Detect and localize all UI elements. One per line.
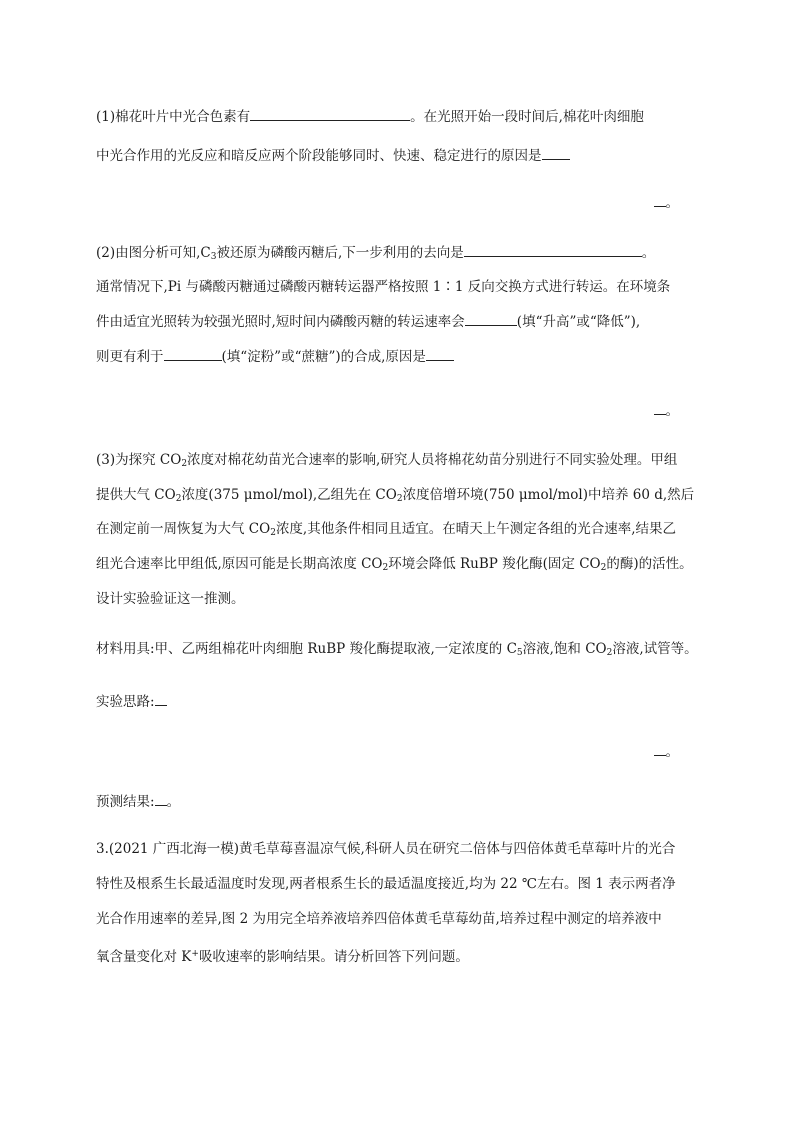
q1-blank-reason-end[interactable] [654,192,666,207]
q4-text-e: 吸收速率的影响结果。请分析回答下列问题。 [198,949,469,965]
q3-materials-a: 材料用具:甲、乙两组棉花叶肉细胞 RuBP 羧化酶提取液,一定浓度的 C [96,641,517,657]
q2-text-c: 通常情况下,Pi 与磷酸丙糖通过磷酸丙糖转运器严格按照 1∶1 反向交换方式进行转运。在环境条 [96,279,671,295]
q1-line-1 [96,106,644,127]
q2-period-2: 。 [665,403,679,419]
q3-sub: 2 [600,563,607,573]
q3-text-j: 的酶)的活性。 [606,556,693,572]
q4-text-c: 光合作用速率的差异,图 2 为用完全培养液培养四倍体黄毛草莓幼苗,培养过程中测定的培养液中 [96,911,662,927]
q2-text-f: 则更有利于 [96,349,164,365]
q3-sub: 5 [516,648,523,658]
q1-line-2 [96,145,570,166]
q3-line-1 [96,450,677,474]
q3-line-2 [96,485,694,509]
q3-materials-c: 溶液,试管等。 [612,641,698,657]
q3-sub: 2 [181,459,188,469]
q3-text-f: 在测定前一周恢复为大气 CO [96,521,271,537]
q2-text-e: (填“升高”或“降低”), [516,314,641,330]
q2-line-1 [96,242,655,267]
q1-blank-pigments[interactable] [250,106,410,121]
q2-line-2 [96,277,670,297]
q4-sup-plus: + [191,949,199,959]
q2-blank-destination[interactable] [464,242,642,257]
q3-sub: 2 [382,563,389,573]
q1-period: 。 [665,195,679,211]
q3-blank-idea[interactable] [155,691,167,706]
q2-blank-product[interactable] [164,346,222,361]
q2-text-g: (填“淀粉”或“蔗糖”)的合成,原因是 [221,349,426,365]
q1-blank-reason[interactable] [542,145,570,160]
q3-text-d: 浓度(375 μmol/mol),乙组先在 CO [181,487,397,503]
q3-idea-end-line [654,741,680,762]
q3-sub: 2 [396,494,403,504]
q3-line-3 [96,519,676,543]
q3-predict-label: 预测结果: [96,794,155,810]
q3-text-i: 环境会降低 RuBP 羧化酶(固定 CO [388,556,601,572]
q4-text-d: 氧含量变化对 K [96,949,192,965]
q3-text-e: 浓度倍增环境(750 μmol/mol)中培养 60 d,然后 [402,487,695,503]
q3-text-b: 浓度对棉花幼苗光合速率的影响,研究人员将棉花幼苗分别进行不同实验处理。甲组 [187,452,678,468]
q3-materials [96,639,698,663]
q1-text-c: 中光合作用的光反应和暗反应两个阶段能够同时、快速、稳定进行的原因是 [96,148,542,164]
q2-line-5 [654,400,680,421]
q3-blank-predict[interactable] [155,791,167,806]
q2-blank-reason-end[interactable] [654,400,666,415]
q2-text-b: 被还原为磷酸丙糖后,下一步利用的去向是 [216,245,464,261]
q2-line-3 [96,311,640,332]
q3-text-a: (3)为探究 CO [96,452,182,468]
q2-line-4 [96,346,454,367]
q1-line-3 [654,192,680,213]
q4-line-4 [96,944,469,967]
q2-text-d: 件由适宜光照转为较强光照时,短时间内磷酸丙糖的转运速率会 [96,314,465,330]
q3-idea-line [96,691,167,712]
q3-idea-period: 。 [665,744,679,760]
q1-text-a: (1)棉花叶片中光合色素有 [96,109,251,125]
q2-period-1: 。 [641,245,656,261]
q3-sub: 2 [606,648,613,658]
q3-text-k: 设计实验验证这一推测。 [96,591,245,607]
q1-text-b: 。在光照开始一段时间后,棉花叶肉细胞 [410,109,644,125]
q2-blank-reason[interactable] [426,346,454,361]
q3-predict-period: 。 [166,794,181,810]
q4-line-1 [96,839,675,859]
q3-sub: 2 [175,494,182,504]
q3-line-5 [96,589,245,609]
q3-sub: 2 [270,528,276,538]
q3-materials-b: 溶液,饱和 CO [522,641,607,657]
q2-blank-rate[interactable] [465,311,517,326]
q3-text-g: 浓度,其他条件相同且适宜。在晴天上午测定各组的光合速率,结果乙 [275,521,677,537]
q3-idea-label: 实验思路: [96,694,155,710]
q3-blank-idea-end[interactable] [654,741,666,756]
q2-text-a: (2)由图分析可知,C [96,245,211,261]
q4-text-a: 3.(2021 广西北海一模)黄毛草莓喜温凉气候,科研人员在研究二倍体与四倍体黄毛草莓叶片的光合 [96,841,676,857]
q4-line-3 [96,909,662,929]
q3-text-c: 提供大气 CO [96,487,176,503]
q4-line-2 [96,874,676,894]
q3-line-4 [96,554,693,578]
q3-text-h: 组光合速率比甲组低,原因可能是长期高浓度 CO [96,556,383,572]
q3-predict-line [96,791,180,812]
q2-sub-3: 3 [210,252,217,262]
q4-text-b: 特性及根系生长最适温度时发现,两者根系生长的最适温度接近,均为 22 ℃左右。图 1 表示两者净 [96,876,676,892]
